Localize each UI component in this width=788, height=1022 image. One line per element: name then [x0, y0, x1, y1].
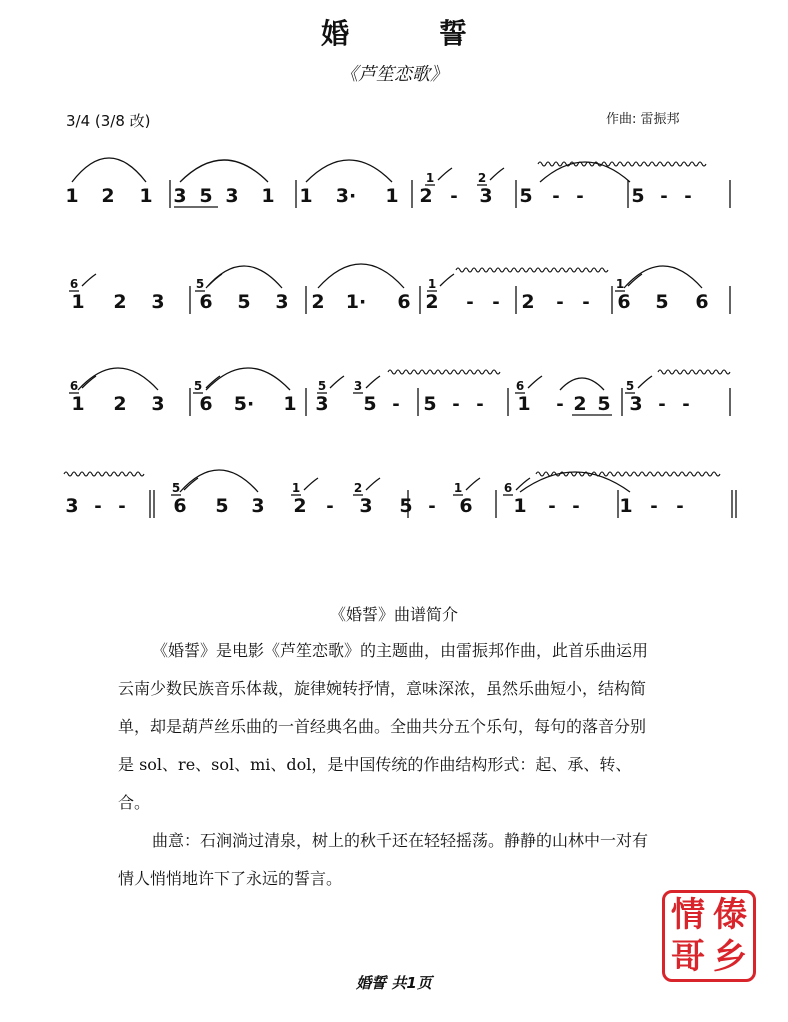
- score-note: 2: [419, 185, 433, 207]
- seal-char-3: 哥: [671, 937, 705, 977]
- score-dash: -: [326, 496, 334, 517]
- grace-slur: [466, 478, 480, 490]
- grace-note: 1: [615, 277, 625, 291]
- grace-slur: [82, 376, 96, 388]
- grace-slur: [440, 274, 454, 286]
- seal-char-2: 傣: [713, 895, 747, 935]
- score-note: 3: [479, 185, 493, 207]
- score-note: 5: [423, 393, 437, 415]
- grace-note: 5: [193, 379, 203, 393]
- score-dash: -: [576, 186, 584, 207]
- score-note: 1: [619, 495, 633, 517]
- score-dash: -: [476, 394, 484, 415]
- score-note: 3: [629, 393, 643, 415]
- score-note: 3: [251, 495, 265, 517]
- intro-paragraph-2: [118, 822, 658, 898]
- score-note: 6: [397, 291, 411, 313]
- intro-paragraph-1-text: 《婚誓》是电影《芦笙恋歌》的主题曲，由雷振邦作曲，此首乐曲运用云南少数民族音乐体裁，旋律婉转抒情，意味深浓，虽然乐曲短小，结构简单，却是葫芦丝乐曲的一首经典名曲。全曲共分五个乐句，每句的落音分别是 sol、re、sol、mi、dol，是中国传统的作曲结构形式：起、承、转、合。: [118, 641, 649, 812]
- grace-note: 6: [503, 481, 513, 495]
- vibrato-mark: [658, 370, 730, 374]
- score-note: 1: [261, 185, 275, 207]
- score-dash: -: [452, 394, 460, 415]
- grace-note: 1: [427, 277, 437, 291]
- slur-arc: [180, 470, 258, 492]
- score-note: 3: [173, 185, 187, 207]
- slur-arc: [560, 378, 604, 390]
- score-dash: -: [556, 394, 564, 415]
- score-note: 1·: [345, 291, 367, 313]
- score-note: 5: [655, 291, 669, 313]
- score-note: 3: [151, 291, 165, 313]
- score-dash: -: [572, 496, 580, 517]
- score-note: 1: [385, 185, 399, 207]
- score-dash: -: [118, 496, 126, 517]
- score-note: 5: [519, 185, 533, 207]
- score-note: 5: [237, 291, 251, 313]
- score-dash: -: [492, 292, 500, 313]
- score-note: 1: [517, 393, 531, 415]
- score-note: 3: [275, 291, 289, 313]
- score-dash: -: [676, 496, 684, 517]
- time-signature: 3/4 (3/8 改): [66, 112, 151, 130]
- grace-note: 5: [317, 379, 327, 393]
- score-dash: -: [582, 292, 590, 313]
- score-note: 1: [71, 291, 85, 313]
- grace-slur: [438, 168, 452, 180]
- slur-arc: [72, 158, 146, 182]
- score-note: 5: [215, 495, 229, 517]
- score-note: 6: [617, 291, 631, 313]
- score-dash: -: [650, 496, 658, 517]
- score-note: 2: [311, 291, 325, 313]
- score-note: 3: [315, 393, 329, 415]
- grace-note: 5: [195, 277, 205, 291]
- grace-slur: [628, 274, 642, 286]
- grace-slur: [490, 168, 504, 180]
- grace-slur: [206, 376, 220, 388]
- vibrato-mark: [64, 472, 144, 476]
- score-note: 2: [521, 291, 535, 313]
- vibrato-mark: [456, 268, 608, 272]
- score-dash: -: [548, 496, 556, 517]
- song-subtitle: 《芦笙恋歌》: [340, 64, 448, 85]
- score-note: 1: [299, 185, 313, 207]
- slur-arc: [206, 368, 290, 390]
- score-note: 3: [151, 393, 165, 415]
- score-note: 5: [363, 393, 377, 415]
- score-dash: -: [392, 394, 400, 415]
- grace-note: 3: [353, 379, 363, 393]
- seal-char-1: 情: [671, 895, 705, 935]
- score-note: 5: [597, 393, 611, 415]
- vibrato-mark: [536, 472, 720, 476]
- grace-note: 6: [69, 277, 79, 291]
- grace-note: 5: [625, 379, 635, 393]
- vibrato-mark: [388, 370, 500, 374]
- score-note: 3: [225, 185, 239, 207]
- score-dash: -: [556, 292, 564, 313]
- grace-slur: [366, 478, 380, 490]
- score-note: 6: [459, 495, 473, 517]
- score-note: 5: [199, 185, 213, 207]
- score-note: 2: [113, 291, 127, 313]
- score-note: 2: [425, 291, 439, 313]
- score-note: 3: [65, 495, 79, 517]
- grace-slur: [638, 376, 652, 388]
- grace-slur: [330, 376, 344, 388]
- score-note: 2: [293, 495, 307, 517]
- score-note: 1: [513, 495, 527, 517]
- composer-credit: 作曲: 雷振邦: [606, 112, 680, 127]
- song-title: 婚 誓: [321, 17, 507, 50]
- score-note: 6: [173, 495, 187, 517]
- score-dash: -: [660, 186, 668, 207]
- score-note: 1: [283, 393, 297, 415]
- seal-stamp: [662, 890, 756, 982]
- score-dash: -: [94, 496, 102, 517]
- slur-arc: [78, 368, 158, 390]
- grace-note: 6: [515, 379, 525, 393]
- grace-slur: [528, 376, 542, 388]
- grace-note: 1: [291, 481, 301, 495]
- grace-slur: [516, 478, 530, 490]
- score-note: 2: [113, 393, 127, 415]
- slur-arc: [306, 160, 392, 182]
- score-note: 2: [101, 185, 115, 207]
- score-dash: -: [658, 394, 666, 415]
- score-dash: -: [552, 186, 560, 207]
- score-note: 1: [65, 185, 79, 207]
- score-dash: -: [450, 186, 458, 207]
- grace-slur: [82, 274, 96, 286]
- grace-note: 1: [453, 481, 463, 495]
- slur-arc: [624, 266, 702, 288]
- grace-note: 2: [353, 481, 363, 495]
- score-note: 6: [695, 291, 709, 313]
- grace-slur: [184, 478, 198, 490]
- jianpu-score: [0, 140, 788, 540]
- grace-note: 5: [171, 481, 181, 495]
- slur-arc: [180, 160, 268, 182]
- score-note: 5: [399, 495, 413, 517]
- page-footer: 婚誓 共1页: [356, 974, 432, 992]
- score-dash: -: [684, 186, 692, 207]
- score-note: 1: [139, 185, 153, 207]
- score-note: 5: [631, 185, 645, 207]
- grace-note: 2: [477, 171, 487, 185]
- score-note: 1: [71, 393, 85, 415]
- score-dash: -: [428, 496, 436, 517]
- seal-char-4: 乡: [713, 937, 747, 977]
- score-note: 3·: [335, 185, 357, 207]
- score-dash: -: [466, 292, 474, 313]
- grace-slur: [304, 478, 318, 490]
- intro-heading: 《婚誓》曲谱简介: [329, 605, 458, 624]
- intro-paragraph-1: [118, 632, 658, 822]
- slur-arc: [206, 266, 282, 288]
- vibrato-mark: [538, 162, 706, 166]
- slur-arc: [318, 264, 404, 288]
- score-note: 2: [573, 393, 587, 415]
- intro-paragraph-2-text: 曲意：石涧淌过清泉，树上的秋千还在轻轻摇荡。静静的山林中一对有情人悄悄地许下了永远的誓言。: [118, 831, 649, 888]
- grace-note: 6: [69, 379, 79, 393]
- grace-note: 1: [425, 171, 435, 185]
- score-note: 5·: [233, 393, 255, 415]
- grace-slur: [366, 376, 380, 388]
- score-note: 6: [199, 393, 213, 415]
- score-note: 3: [359, 495, 373, 517]
- score-dash: -: [682, 394, 690, 415]
- score-note: 6: [199, 291, 213, 313]
